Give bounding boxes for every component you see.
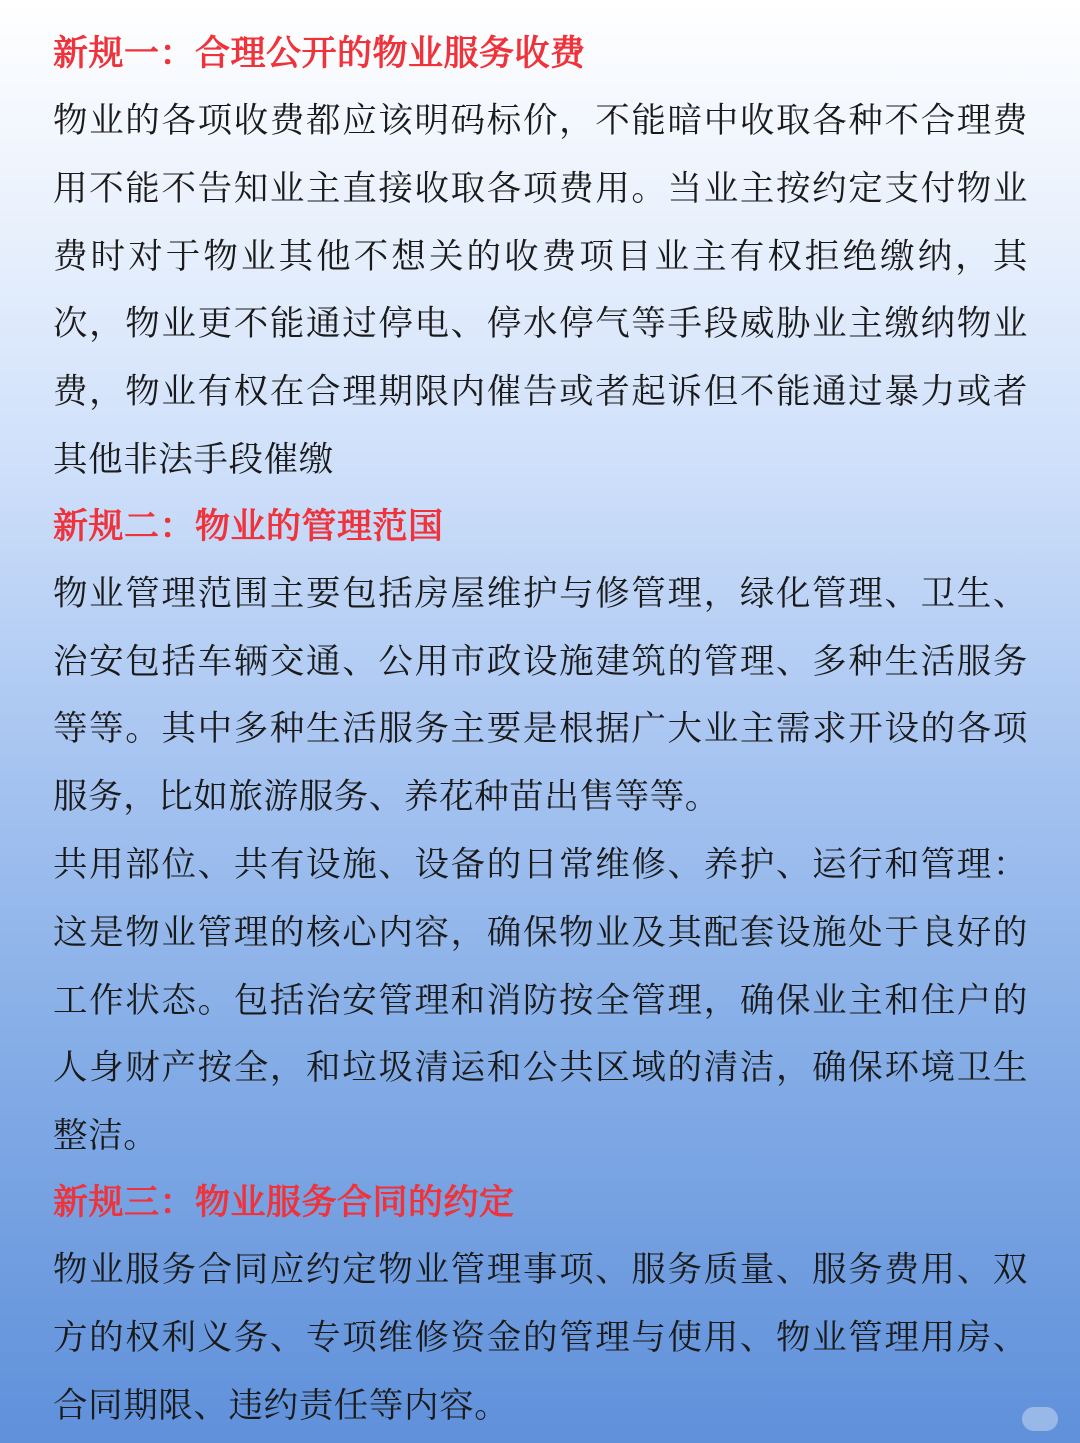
section-2-paragraph-1: 物业管理范围主要包括房屋维护与修管理，绿化管理、卫生、治安包括车辆交通、公用市政设施建筑的管理、多种生活服务等等。其中多种生活服务主要是根据广大业主需求开设的各项服务，比如旅游服务、养花种苗出售等等。 (53, 573, 1028, 818)
section-2-paragraph-2: 共用部位、共有设施、设备的日常维修、养护、运行和管理：这是物业管理的核心内容，确保物业及其配套设施处于良好的工作状态。包括治安管理和消防按全管理，确保业主和住户的人身财产按全，和垃圾清运和公共区域的清洁，确保环境卫生整洁。 (53, 844, 1028, 1157)
section-2-heading: 新规二：物业的管理范国 (53, 506, 444, 547)
section-1-paragraph-1: 物业的各项收费都应该明码标价，不能暗中收取各种不合理费用不能不告知业主直接收取各项费用。当业主按约定支付物业费时对于物业其他不想关的收费项目业主有权拒绝缴纳，其次，物业更不能通过停电、停水停气等手段威胁业主缴纳物业费，物业有权在合理期限内催告或者起诉但不能通过暴力或者其他非法手段催缴 (53, 101, 1028, 480)
document-body (53, 26, 1028, 1440)
watermark-logo (1022, 1407, 1058, 1431)
section-3-heading: 新规三：物业服务合同的约定 (53, 1182, 515, 1223)
section-3-paragraph-1: 物业服务合同应约定物业管理事项、服务质量、服务费用、双方的权利义务、专项维修资金的管理与使用、物业管理用房、合同期限、违约责任等内容。 (53, 1249, 1028, 1426)
section-1-heading: 新规一：合理公开的物业服务收费 (53, 34, 586, 74)
